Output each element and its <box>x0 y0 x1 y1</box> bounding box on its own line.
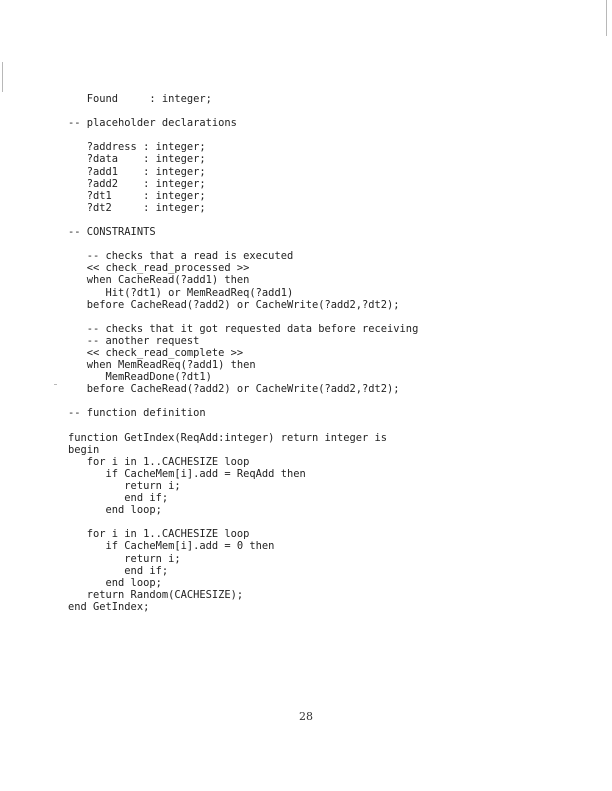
code-line: -- CONSTRAINTS <box>68 226 156 239</box>
code-line: if CacheMem[i].add = 0 then <box>68 540 275 553</box>
code-line: return Random(CACHESIZE); <box>68 588 244 601</box>
code-line: for i in 1..CACHESIZE loop <box>68 455 250 468</box>
code-line: -- another request <box>68 334 200 347</box>
code-blank-line <box>68 311 418 323</box>
scan-edge-mark-left <box>2 62 3 92</box>
code-blank-line <box>68 420 418 432</box>
code-line: for i in 1..CACHESIZE loop <box>68 528 250 541</box>
code-line: when MemReadReq(?add1) then <box>68 359 256 372</box>
code-blank-line <box>68 238 418 250</box>
code-line: Hit(?dt1) or MemReadReq(?add1) <box>68 286 294 299</box>
page-number: 28 <box>299 710 313 723</box>
code-line: -- function definition <box>68 407 206 420</box>
code-line: end loop; <box>68 504 162 517</box>
code-blank-line <box>68 214 418 226</box>
code-line: -- checks that it got requested data before receiving <box>68 322 419 335</box>
code-blank-line <box>68 516 418 528</box>
code-line: end if; <box>68 492 169 505</box>
code-line: Found : integer; <box>68 93 212 105</box>
code-line: end if; <box>68 564 169 577</box>
code-listing <box>68 93 418 613</box>
code-line: function GetIndex(ReqAdd:integer) return integer is <box>68 431 388 444</box>
code-line: end loop; <box>68 576 162 589</box>
code-line: << check_read_processed >> <box>68 262 250 275</box>
code-line: -- placeholder declarations <box>68 117 237 130</box>
scan-speck <box>54 384 57 385</box>
code-line: return i; <box>68 552 181 565</box>
code-line: MemReadDone(?dt1) <box>68 371 212 384</box>
code-line: ?data : integer; <box>68 153 206 166</box>
code-line: begin <box>68 443 100 456</box>
code-line: -- checks that a read is executed <box>68 250 294 263</box>
code-line: ?add2 : integer; <box>68 177 206 190</box>
code-line: return i; <box>68 480 181 492</box>
code-line: ?dt1 : integer; <box>68 189 206 202</box>
code-line: ?add1 : integer; <box>68 165 206 178</box>
code-line: ?dt2 : integer; <box>68 201 206 214</box>
code-line: if CacheMem[i].add = ReqAdd then <box>68 467 306 480</box>
code-line: end GetIndex; <box>68 600 150 613</box>
code-line: before CacheRead(?add2) or CacheWrite(?add2,?dt2); <box>68 383 400 396</box>
code-line: when CacheRead(?add1) then <box>68 274 250 287</box>
code-blank-line <box>68 395 418 407</box>
code-blank-line <box>68 105 418 117</box>
code-blank-line <box>68 129 418 141</box>
scan-edge-mark-top-right <box>606 0 607 36</box>
code-line: << check_read_complete >> <box>68 346 244 359</box>
code-line: ?address : integer; <box>68 141 206 154</box>
code-line: before CacheRead(?add2) or CacheWrite(?add2,?dt2); <box>68 298 400 311</box>
